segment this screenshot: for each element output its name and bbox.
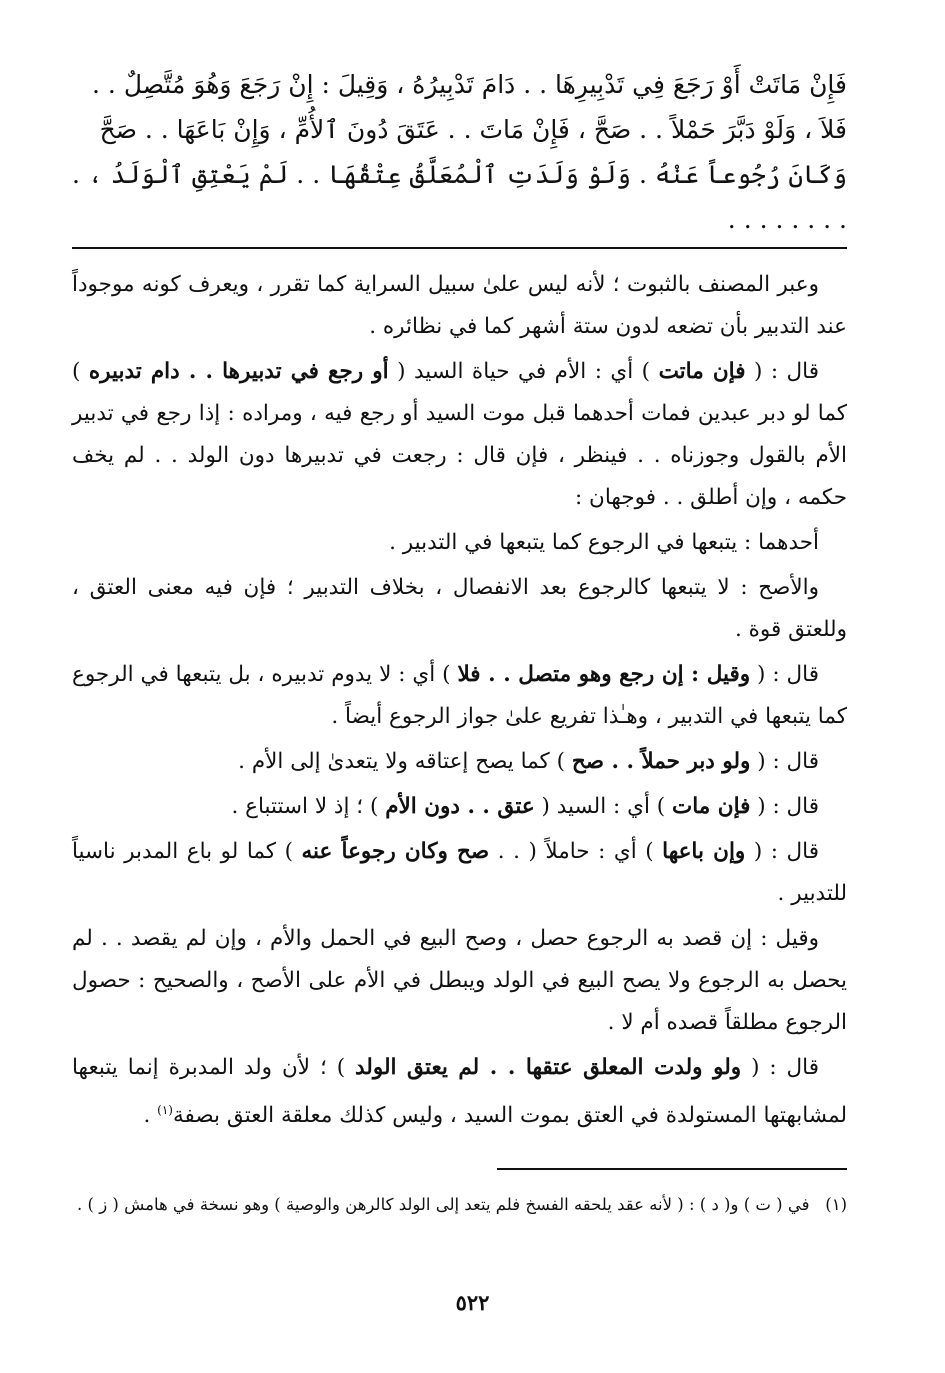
matn-separator (72, 247, 847, 249)
quoted-matn: وإن باعها (662, 839, 746, 864)
quoted-matn: ولو ولدت المعلق عتقها . . لم يعتق الولد (355, 1055, 742, 1080)
quoted-matn: فإن ماتت (658, 359, 746, 384)
footnote-text: في ( ت ) و( د ) : ( لأنه عقد يلحقه الفسخ فلم يتعد إلى الولد كالرهن والوصية ) وهو نسخة في هامش ( ز ) . (77, 1195, 810, 1214)
quoted-matn: أو رجع في تدبيرها . . دام تدبيره (88, 359, 389, 384)
matn-block (72, 62, 847, 242)
matn-line: وَكَانَ رُجُوعاً عَنْهُ . وَلَوْ وَلَدَتِ ٱلْمُعَلَّقُ عِتْقُهَا . . لَمْ يَعْتِقِ ٱلْوَلَدُ ، . . . . . . . . . (72, 160, 847, 234)
footnote-marker: (١) (825, 1195, 847, 1214)
commentary-paragraph: وقيل : إن قصد به الرجوع حصل ، وصح البيع في الحمل والأم ، وإن لم يقصد . . لم يحصل به الرجوع ولا يصح البيع في الولد ويبطل في الأم على الأصح ، والصحيح : حصول الرجوع مطلقاً قصده أم لا . (72, 926, 847, 1035)
commentary-paragraph: قال : ( ولو دبر حملاً . . صح ) كما يصح إعتاقه ولا يتعدىٰ إلى الأم . (238, 749, 819, 774)
footnote-separator (497, 1168, 847, 1170)
commentary-block (72, 264, 847, 1140)
quoted-matn: عتق . . دون الأم (385, 794, 535, 819)
page-number: ٥٢٢ (455, 1290, 490, 1315)
commentary-paragraph: قال : ( فإن مات ) أي : السيد ( عتق . . دون الأم ) ؛ إذ لا استتباع . (231, 794, 819, 819)
commentary-paragraph: قال : ( وقيل : إن رجع وهو متصل . . فلا ) أي : لا يدوم تدبيره ، بل يتبعها في الرجوع كما يتبعها في التدبير ، وهـٰذا تفريع علىٰ جواز الرجوع أيضاً . (72, 662, 847, 729)
quoted-matn: صح وكان رجوعاً عنه (301, 839, 490, 864)
footnote (72, 1188, 847, 1222)
commentary-paragraph: والأصح : لا يتبعها كالرجوع بعد الانفصال ، بخلاف التدبير ؛ فإن فيه معنى العتق ، وللعتق قوة . (72, 575, 847, 642)
commentary-paragraph: قال : ( ولو ولدت المعلق عتقها . . لم يعتق الولد ) ؛ لأن ولد المدبرة إنما يتبعها لمشابهتها المستولدة في العتق بموت السيد ، وليس كذلك معلقة العتق بصفة$^{(١)}$ . (72, 1055, 847, 1129)
commentary-paragraph: قال : ( وإن باعها ) أي : حاملاً ( . . صح وكان رجوعاً عنه ) كما لو باع المدبر ناسياً للتدبير . (72, 839, 847, 906)
matn-line: فَلاَ ، وَلَوْ دَبَّرَ حَمْلاً . . صَحَّ ، فَإِنْ مَاتَ . . عَتَقَ دُونَ ٱلأُمِّ ، وَإِنْ بَاعَهَا . . صَحَّ (99, 115, 847, 144)
matn-line: فَإِنْ مَاتَتْ أَوْ رَجَعَ فِي تَدْبِيرِهَا . . دَامَ تَدْبِيرُهُ ، وَقِيلَ : إِنْ رَجَعَ وَهُوَ مُتَّصِلٌ . . (92, 70, 847, 99)
footnote-reference[interactable]: (١) (157, 1103, 173, 1117)
commentary-paragraph: قال : ( فإن ماتت ) أي : الأم في حياة السيد ( أو رجع في تدبيرها . . دام تدبيره ) كما لو دبر عبدين فمات أحدهما قبل موت السيد أو رجع فيه ، ومراده : إذا رجع في تدبير الأم بالقول وجوزناه . . فينظر ، فإن قال : رجعت في تدبيرها دون الولد . . لم يخف حكمه ، وإن أطلق . . فوجهان : (72, 359, 847, 510)
commentary-paragraph: وعبر المصنف بالثبوت ؛ لأنه ليس علىٰ سبيل السراية كما تقرر ، ويعرف كونه موجوداً عند التدبير بأن تضعه لدون ستة أشهر كما في نظائره . (72, 272, 847, 339)
quoted-matn: فإن مات (671, 794, 751, 819)
commentary-paragraph: أحدهما : يتبعها في الرجوع كما يتبعها في التدبير . (389, 530, 819, 555)
quoted-matn: ولو دبر حملاً . . صح (571, 749, 751, 774)
quoted-matn: وقيل : إن رجع وهو متصل . . فلا (457, 662, 751, 687)
